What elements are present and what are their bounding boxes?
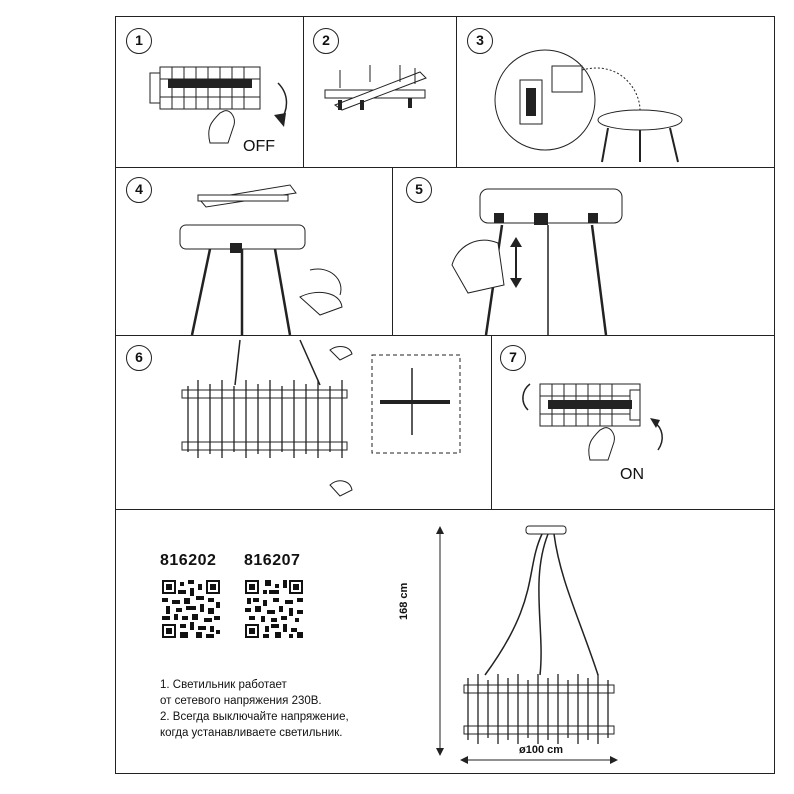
- col-divider: [303, 16, 304, 167]
- col-divider: [392, 167, 393, 335]
- row-divider: [115, 509, 775, 510]
- step-number-1: 1: [126, 28, 152, 54]
- note-line-1: 1. Светильник работает: [160, 679, 287, 691]
- crystal-installation-illustration: [180, 340, 480, 505]
- terminal-block-illustration: [490, 40, 690, 165]
- qr-code-2: [245, 580, 303, 638]
- note-line-2: от сетевого напряжения 230В.: [160, 695, 322, 707]
- step-number-5: 5: [406, 177, 432, 203]
- model-number-1: 816202: [160, 552, 217, 569]
- height-dimension-label: 168 cm: [398, 582, 410, 620]
- chandelier-dimension-drawing: [430, 520, 630, 765]
- step-number-6: 6: [126, 345, 152, 371]
- col-divider: [456, 16, 457, 167]
- model-number-2: 816207: [244, 552, 301, 569]
- note-line-3: 2. Всегда выключайте напряжение,: [160, 711, 349, 723]
- step-number-3: 3: [467, 28, 493, 54]
- step-number-2: 2: [313, 28, 339, 54]
- step-number-4: 4: [126, 177, 152, 203]
- height-adjustment-illustration: [448, 185, 638, 335]
- col-divider: [491, 335, 492, 509]
- off-label: OFF: [243, 138, 275, 155]
- diameter-dimension-label: ø100 cm: [519, 744, 564, 756]
- mounting-bracket-illustration: [320, 60, 440, 130]
- on-label: ON: [620, 466, 644, 483]
- step-number-7: 7: [500, 345, 526, 371]
- row-divider: [115, 167, 775, 168]
- note-line-4: когда устанавливаете светильник.: [160, 727, 343, 739]
- row-divider: [115, 335, 775, 336]
- canopy-mounting-illustration: [170, 185, 360, 335]
- breaker-panel-on-illustration: [520, 380, 670, 480]
- qr-code-1: [162, 580, 220, 638]
